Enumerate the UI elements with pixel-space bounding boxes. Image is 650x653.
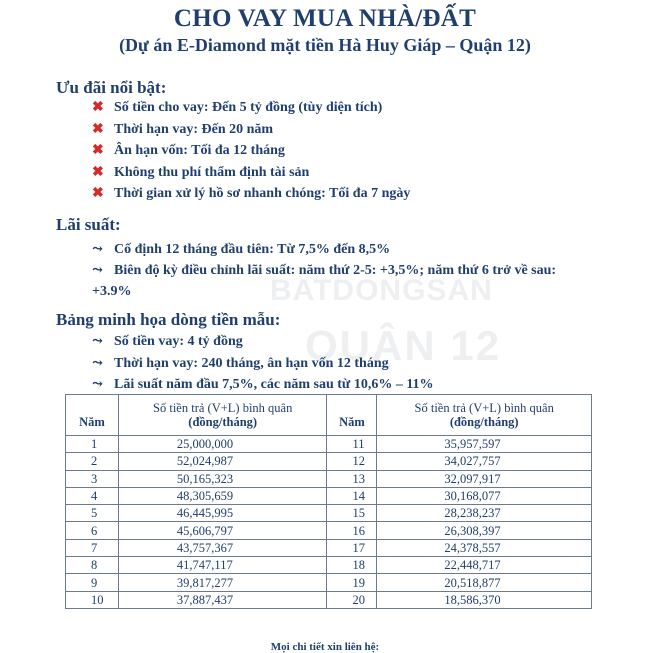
table-row xyxy=(66,487,592,504)
amount-cell: 25,000,000 xyxy=(118,436,327,453)
amount-cell: 46,445,995 xyxy=(118,505,327,522)
year-cell: 19 xyxy=(327,574,377,591)
amount-cell: 18,586,370 xyxy=(377,591,592,608)
arrow-icon: ⤳ xyxy=(92,262,103,277)
cross-icon: ✖ xyxy=(92,100,104,115)
list-item: ✖ Thời gian xử lý hồ sơ nhanh chóng: Tối đa 7 ngày xyxy=(92,183,410,205)
arrow-icon: ⤳ xyxy=(92,354,103,370)
list-item: ⤳ Số tiền vay: 4 tỷ đồng xyxy=(92,330,434,352)
header-payment-left: Số tiền trả (V+L) bình quân (đồng/tháng) xyxy=(118,395,327,436)
amount-cell: 22,448,717 xyxy=(377,557,592,574)
page-subtitle: (Dự án E-Diamond mặt tiền Hà Huy Giáp – Quận 12) xyxy=(119,35,531,55)
header-year-right: Năm xyxy=(327,395,377,436)
list-item: ✖ Số tiền cho vay: Đến 5 tỷ đồng (tùy diện tích) xyxy=(92,97,410,119)
header-year-left: Năm xyxy=(66,395,119,436)
amount-cell: 52,024,987 xyxy=(118,453,327,470)
amount-cell: 32,097,917 xyxy=(377,470,592,487)
cross-icon: ✖ xyxy=(92,121,104,137)
table-header-row xyxy=(66,395,592,436)
year-cell: 6 xyxy=(66,522,119,539)
amount-cell: 30,168,077 xyxy=(377,487,592,504)
year-cell: 1 xyxy=(66,436,119,453)
year-cell: 13 xyxy=(327,470,377,487)
amount-cell: 37,887,437 xyxy=(118,591,327,608)
table-row xyxy=(66,522,592,539)
arrow-icon: ⤳ xyxy=(92,333,103,348)
table-row xyxy=(66,505,592,522)
amount-cell: 50,165,323 xyxy=(118,470,327,487)
year-cell: 9 xyxy=(66,574,119,591)
year-cell: 14 xyxy=(327,487,377,504)
year-cell: 20 xyxy=(327,591,377,608)
year-cell: 11 xyxy=(327,436,377,453)
amount-cell: 41,747,117 xyxy=(118,557,327,574)
table-row xyxy=(66,574,592,591)
year-cell: 2 xyxy=(66,453,119,470)
cashflow-list xyxy=(92,330,434,395)
cross-icon: ✖ xyxy=(92,143,104,159)
cashflow-heading: Bảng minh họa dòng tiền mẫu: xyxy=(56,310,281,329)
amount-cell: 28,238,237 xyxy=(377,505,592,522)
benefits-list xyxy=(92,97,410,205)
list-item: ✖ Ân hạn vốn: Tối đa 12 tháng xyxy=(92,140,410,162)
list-item: ⤳ Lãi suất năm đầu 7,5%, các năm sau từ 10,6% – 11% xyxy=(92,373,434,395)
year-cell: 3 xyxy=(66,470,119,487)
cross-icon: ✖ xyxy=(92,164,104,180)
interest-item-fixed: ⤳ Cố định 12 tháng đầu tiên: Từ 7,5% đến 8,5% xyxy=(92,238,390,260)
year-cell: 7 xyxy=(66,539,119,556)
amount-cell: 26,308,397 xyxy=(377,522,592,539)
amount-cell: 39,817,277 xyxy=(118,574,327,591)
year-cell: 5 xyxy=(66,505,119,522)
amount-cell: 35,957,597 xyxy=(377,436,592,453)
cashflow-table xyxy=(65,394,592,609)
year-cell: 12 xyxy=(327,453,377,470)
table-row xyxy=(66,453,592,470)
amount-cell: 43,757,367 xyxy=(118,539,327,556)
list-item: ⤳ Thời hạn vay: 240 tháng, ân hạn vốn 12 tháng xyxy=(92,352,434,374)
page-title: CHO VAY MUA NHÀ/ĐẤT xyxy=(173,5,477,32)
amount-cell: 24,378,557 xyxy=(377,539,592,556)
table-row xyxy=(66,436,592,453)
amount-cell: 34,027,757 xyxy=(377,453,592,470)
watermark-logo: BATDONGSAN xyxy=(270,274,493,307)
table-row xyxy=(66,591,592,608)
year-cell: 4 xyxy=(66,487,119,504)
benefits-heading: Ưu đãi nổi bật: xyxy=(56,78,167,97)
footer-contact: Mọi chi tiết xin liên hệ: xyxy=(270,641,380,653)
table-body xyxy=(66,436,592,609)
interest-item-margin: ⤳ Biên độ kỳ điều chỉnh lãi suất: năm thứ 2-5: +3,5%; năm thứ 6 trở về sau: +3.9% xyxy=(92,259,592,302)
interest-heading: Lãi suất: xyxy=(56,215,121,234)
amount-cell: 45,606,797 xyxy=(118,522,327,539)
year-cell: 17 xyxy=(327,539,377,556)
table-row xyxy=(66,539,592,556)
amount-cell: 48,305,659 xyxy=(118,487,327,504)
cross-icon: ✖ xyxy=(92,186,104,202)
year-cell: 16 xyxy=(327,522,377,539)
table-row xyxy=(66,557,592,574)
header-payment-right: Số tiền trả (V+L) bình quân (đồng/tháng) xyxy=(377,395,592,436)
watermark-district: QUẬN 12 xyxy=(305,322,502,369)
year-cell: 8 xyxy=(66,557,119,574)
year-cell: 15 xyxy=(327,505,377,522)
list-item: ✖ Thời hạn vay: Đến 20 năm xyxy=(92,119,410,141)
amount-cell: 20,518,877 xyxy=(377,574,592,591)
year-cell: 10 xyxy=(66,591,119,608)
year-cell: 18 xyxy=(327,557,377,574)
arrow-icon: ⤳ xyxy=(92,241,103,256)
table-row xyxy=(66,470,592,487)
list-item: ✖ Không thu phí thẩm định tài sản xyxy=(92,162,410,184)
arrow-icon: ⤳ xyxy=(92,376,103,392)
